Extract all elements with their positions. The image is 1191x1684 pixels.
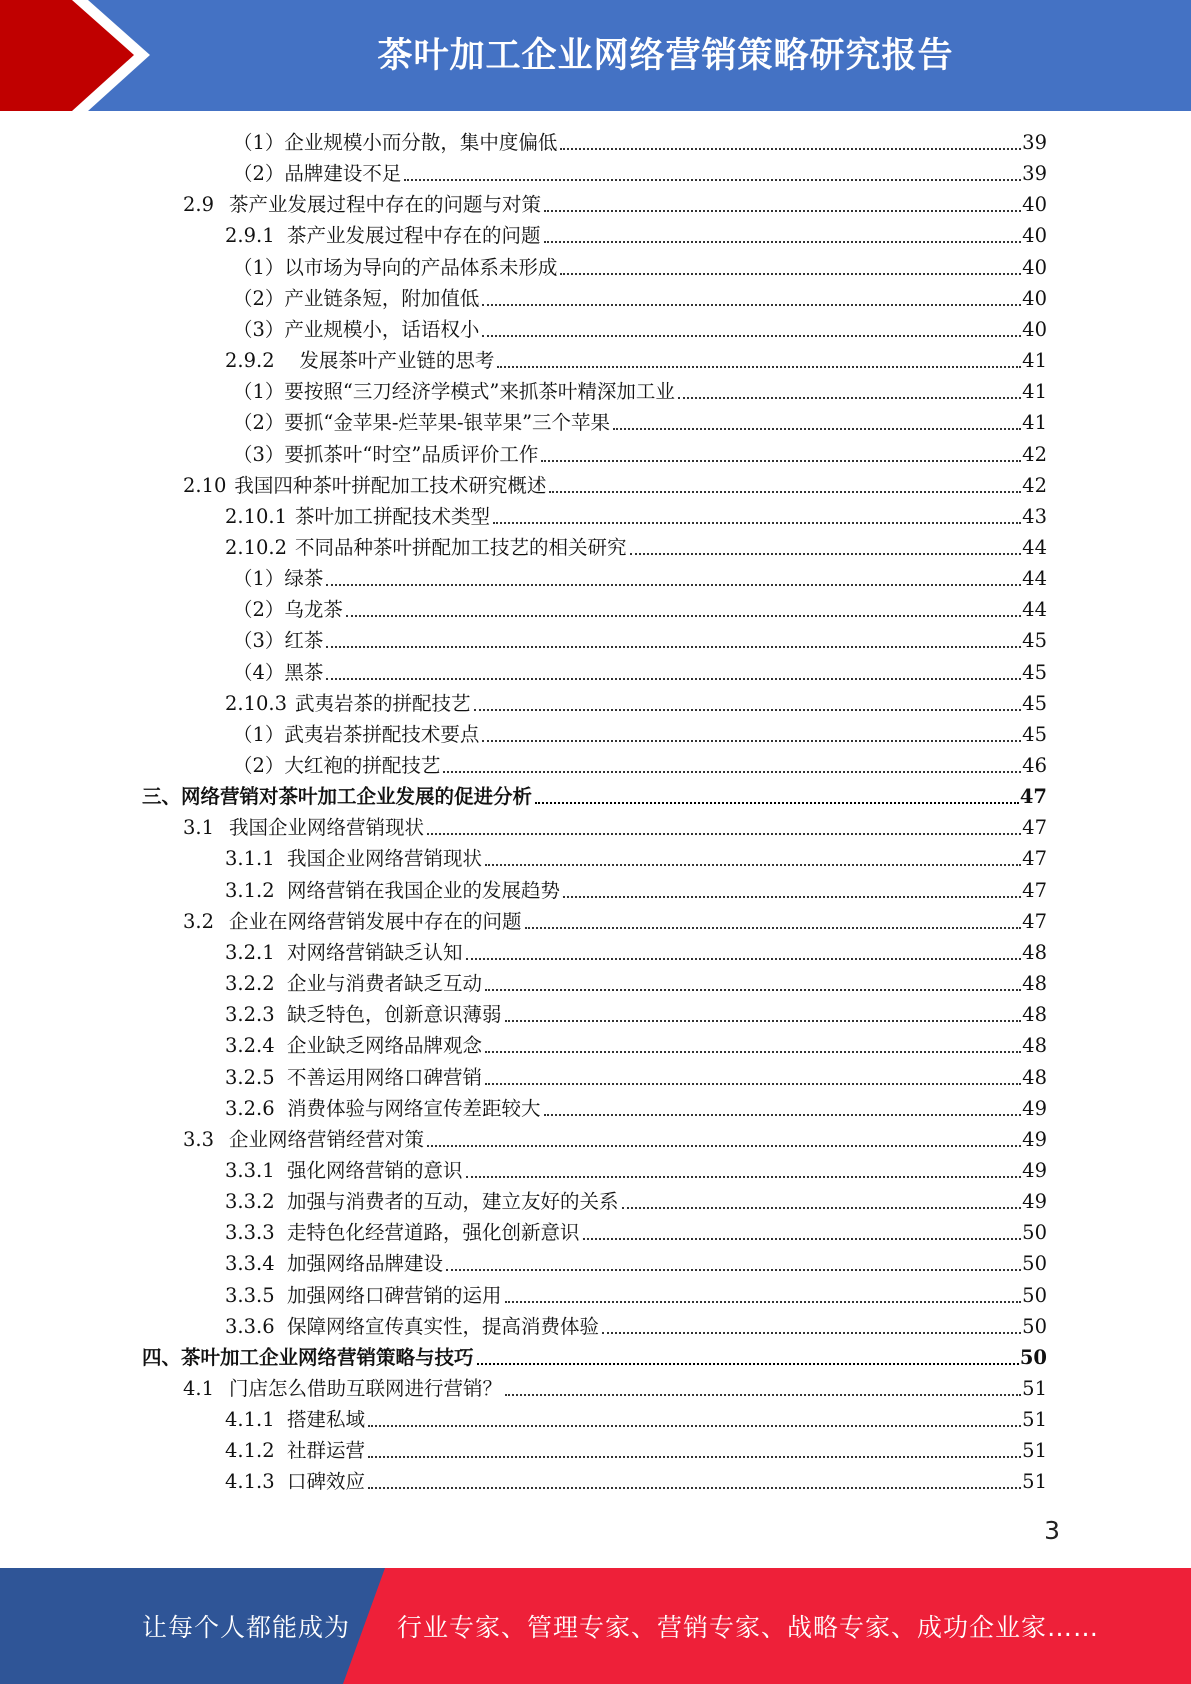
toc-entry-page: 41 — [1022, 349, 1047, 373]
toc-entry[interactable] — [225, 407, 1047, 438]
toc-entry-label: 企业缺乏网络品牌观念 — [287, 1034, 483, 1058]
toc-entry-number: 2.10.3 — [225, 691, 288, 715]
toc-entry-number: （1） — [233, 255, 285, 279]
toc-entry-number: 3.2.3 — [225, 1003, 275, 1027]
toc-entry[interactable] — [225, 376, 1047, 407]
toc-entry-number: （3） — [233, 629, 285, 653]
toc-entry-label: 以市场为导向的产品体系未形成 — [284, 255, 558, 279]
toc-dot-leader — [505, 1301, 1022, 1303]
toc-entry-label: 茶叶加工拼配技术类型 — [295, 504, 491, 528]
toc-entry-label: 产业规模小，话语权小 — [284, 317, 480, 341]
toc-dot-leader — [622, 1207, 1022, 1209]
toc-entry-page: 50 — [1022, 1252, 1047, 1276]
toc-entry-number: （2） — [233, 754, 285, 777]
toc-entry-label: 对网络营销缺乏认知 — [287, 940, 463, 964]
toc-entry-number: 2.9 — [183, 193, 215, 217]
toc-entry-label: 企业规模小而分散，集中度偏低 — [284, 131, 558, 154]
toc-entry[interactable] — [225, 594, 1047, 625]
toc-entry-label: 我国四种茶叶拼配加工技术研究概述 — [234, 473, 547, 497]
toc-entry[interactable] — [183, 1124, 1047, 1155]
toc-entry-label: 门店怎么借助互联网进行营销？ — [229, 1377, 503, 1400]
footer-slogan-left: 让每个人都能成为 — [142, 1613, 351, 1642]
toc-entry-label: 黑茶 — [284, 660, 324, 684]
toc-entry-label: 产业链条短，附加值低 — [284, 286, 480, 310]
toc-dot-leader — [544, 1114, 1022, 1116]
footer-slogan-right: 行业专家、管理专家、营销专家、战略专家、成功企业家…… — [397, 1613, 1100, 1642]
toc-entry-label: 保障网络宣传真实性，提高消费体验 — [287, 1314, 600, 1338]
toc-dot-leader — [368, 1456, 1021, 1458]
toc-entry-page: 45 — [1022, 722, 1047, 746]
toc-dot-leader — [485, 1083, 1021, 1085]
toc-dot-leader — [446, 1269, 1021, 1271]
toc-entry-label: 搭建私域 — [287, 1408, 366, 1432]
toc-entry[interactable] — [225, 1404, 1047, 1435]
toc-entry-label: 乌龙茶 — [284, 598, 343, 622]
toc-entry-page: 44 — [1022, 535, 1047, 559]
toc-entry-page: 41 — [1022, 411, 1047, 435]
toc-dot-leader — [466, 1176, 1022, 1178]
toc-entry-page: 45 — [1022, 691, 1047, 715]
toc-entry-page: 44 — [1022, 598, 1047, 622]
toc-entry-label: 绿茶 — [284, 567, 324, 591]
toc-dot-leader — [482, 304, 1021, 306]
toc-dot-leader — [326, 678, 1021, 680]
toc-entry[interactable] — [225, 345, 1047, 376]
toc-dot-leader — [368, 1487, 1021, 1489]
toc-entry-page: 49 — [1022, 1127, 1047, 1151]
toc-entry-label: 加强网络品牌建设 — [287, 1252, 444, 1276]
toc-entry-number: 2.10.1 — [225, 504, 288, 528]
toc-dot-leader — [485, 864, 1021, 866]
toc-entry[interactable] — [142, 781, 1047, 812]
toc-entry-page: 48 — [1022, 1065, 1047, 1089]
toc-dot-leader — [583, 1238, 1022, 1240]
toc-entry-page: 51 — [1022, 1408, 1047, 1432]
toc-entry-page: 50 — [1022, 1283, 1047, 1307]
toc-entry-page: 41 — [1022, 380, 1047, 404]
toc-entry[interactable] — [225, 1435, 1047, 1466]
toc-entry-label: 三、网络营销对茶叶加工企业发展的促进分析 — [142, 785, 533, 809]
toc-entry-label: 红茶 — [284, 629, 324, 653]
toc-entry-number: 2.10 — [183, 473, 227, 497]
toc-entry[interactable] — [142, 1342, 1047, 1373]
toc-entry[interactable] — [225, 563, 1047, 594]
toc-entry-page: 51 — [1022, 1470, 1047, 1494]
toc-entry-page: 51 — [1022, 1377, 1047, 1400]
toc-entry-page: 40 — [1022, 255, 1047, 279]
page-header — [0, 0, 1191, 111]
page-footer — [0, 1568, 1191, 1684]
toc-entry-label: 不同品种茶叶拼配加工技艺的相关研究 — [295, 535, 627, 559]
toc-entry[interactable] — [183, 1373, 1047, 1404]
toc-entry-page: 51 — [1022, 1439, 1047, 1463]
toc-entry[interactable] — [225, 750, 1047, 781]
toc-entry[interactable] — [225, 283, 1047, 314]
toc-entry-number: 3.3.2 — [225, 1190, 275, 1214]
toc-entry-number: （3） — [233, 442, 285, 466]
toc-dot-leader — [497, 366, 1021, 368]
toc-entry-label: 大红袍的拼配技艺 — [284, 754, 441, 777]
toc-entry-number: （2） — [233, 598, 285, 622]
toc-dot-leader — [613, 428, 1021, 430]
toc-entry-label: 我国企业网络营销现状 — [287, 847, 483, 871]
toc-entry-page: 47 — [1022, 847, 1047, 871]
toc-entry[interactable] — [225, 1248, 1047, 1279]
toc-entry[interactable] — [225, 999, 1047, 1030]
toc-dot-leader — [427, 833, 1021, 835]
toc-entry-label: 加强网络口碑营销的运用 — [287, 1283, 502, 1307]
toc-entry[interactable] — [225, 719, 1047, 750]
toc-entry-page: 40 — [1022, 193, 1047, 217]
toc-dot-leader — [535, 802, 1019, 804]
toc-dot-leader — [326, 584, 1021, 586]
toc-entry-page: 39 — [1022, 162, 1047, 186]
toc-dot-leader — [482, 335, 1021, 337]
toc-entry[interactable] — [225, 1062, 1047, 1093]
toc-entry-number: 3.3.5 — [225, 1283, 275, 1307]
toc-entry[interactable] — [225, 1186, 1047, 1217]
toc-entry-number: 3.3 — [183, 1127, 215, 1151]
toc-entry-label: 发展茶叶产业链的思考 — [287, 349, 495, 373]
toc-entry-label: 消费体验与网络宣传差距较大 — [287, 1096, 541, 1120]
toc-dot-leader — [525, 927, 1022, 929]
toc-entry[interactable] — [183, 812, 1047, 843]
toc-entry-page: 42 — [1022, 473, 1047, 497]
toc-entry-label: 口碑效应 — [287, 1470, 366, 1494]
toc-entry-number: （3） — [233, 317, 285, 341]
toc-entry-number: 3.2.5 — [225, 1065, 275, 1089]
toc-dot-leader — [505, 1394, 1021, 1396]
toc-entry[interactable] — [225, 1466, 1047, 1497]
toc-entry-number: 3.3.3 — [225, 1221, 275, 1245]
toc-entry[interactable] — [225, 1155, 1047, 1186]
toc-entry-number: （2） — [233, 162, 285, 186]
toc-entry-number: 3.2.4 — [225, 1034, 275, 1058]
toc-entry-number: （2） — [233, 411, 285, 435]
toc-entry[interactable] — [225, 1280, 1047, 1311]
toc-entry[interactable] — [225, 657, 1047, 688]
toc-entry-page: 44 — [1022, 567, 1047, 591]
toc-dot-leader — [493, 522, 1021, 524]
toc-entry-page: 48 — [1022, 1034, 1047, 1058]
toc-entry-label: 网络营销在我国企业的发展趋势 — [287, 878, 561, 902]
toc-dot-leader — [602, 1332, 1021, 1334]
toc-entry[interactable] — [225, 843, 1047, 874]
toc-entry-label: 品牌建设不足 — [284, 162, 402, 186]
toc-dot-leader — [485, 1051, 1021, 1053]
toc-dot-leader — [404, 179, 1021, 181]
toc-entry[interactable] — [225, 501, 1047, 532]
toc-entry-label: 要抓茶叶“时空”品质评价工作 — [284, 442, 539, 466]
toc-dot-leader — [443, 771, 1021, 773]
toc-entry-label: 企业网络营销经营对策 — [229, 1127, 425, 1151]
toc-entry-label: 强化网络营销的意识 — [287, 1158, 463, 1182]
toc-entry[interactable] — [183, 906, 1047, 937]
toc-dot-leader — [346, 615, 1021, 617]
toc-entry-label: 要抓“金苹果-烂苹果-银苹果”三个苹果 — [284, 411, 611, 435]
toc-entry[interactable] — [225, 158, 1047, 189]
toc-dot-leader — [560, 273, 1021, 275]
toc-entry[interactable] — [225, 688, 1047, 719]
toc-entry-number: 2.9.2 — [225, 349, 275, 373]
toc-entry[interactable] — [183, 470, 1047, 501]
toc-entry-page: 43 — [1022, 504, 1047, 528]
toc-entry-number: 4.1.1 — [225, 1408, 275, 1432]
toc-entry-label: 要按照“三刀经济学模式”来抓茶叶精深加工业 — [284, 380, 675, 404]
toc-entry[interactable] — [225, 127, 1047, 158]
toc-dot-leader — [563, 896, 1021, 898]
toc-entry-page: 40 — [1022, 317, 1047, 341]
toc-dot-leader — [678, 397, 1021, 399]
toc-dot-leader — [474, 709, 1022, 711]
toc-entry[interactable] — [225, 968, 1047, 999]
document-title: 茶叶加工企业网络营销策略研究报告 — [377, 35, 954, 76]
toc-entry-label: 茶产业发展过程中存在的问题 — [287, 224, 541, 248]
toc-entry-page: 46 — [1022, 754, 1047, 777]
toc-entry-number: 4.1.2 — [225, 1439, 275, 1463]
toc-entry-label: 不善运用网络口碑营销 — [287, 1065, 483, 1089]
toc-entry-label: 缺乏特色，创新意识薄弱 — [287, 1003, 502, 1027]
toc-dot-leader — [427, 1145, 1021, 1147]
toc-entry-label: 加强与消费者的互动，建立友好的关系 — [287, 1190, 619, 1214]
toc-entry-page: 40 — [1022, 224, 1047, 248]
toc-entry-page: 50 — [1022, 1314, 1047, 1338]
toc-dot-leader — [549, 491, 1021, 493]
toc-entry-label: 企业与消费者缺乏互动 — [287, 972, 483, 996]
toc-entry-number: 3.2.1 — [225, 940, 275, 964]
toc-entry-label: 社群运营 — [287, 1439, 366, 1463]
toc-entry-number: 4.1 — [183, 1377, 215, 1400]
toc-entry-page: 49 — [1022, 1190, 1047, 1214]
toc-entry-page: 47 — [1022, 816, 1047, 840]
toc-entry-page: 47 — [1022, 909, 1047, 933]
toc-entry[interactable] — [225, 314, 1047, 345]
toc-dot-leader — [477, 1363, 1019, 1365]
toc-entry-page: 45 — [1022, 629, 1047, 653]
toc-entry[interactable] — [225, 937, 1047, 968]
toc-entry-number: （1） — [233, 131, 285, 154]
toc-entry-number: 4.1.3 — [225, 1470, 275, 1494]
toc-entry[interactable] — [225, 220, 1047, 251]
toc-entry-page: 50 — [1019, 1345, 1047, 1369]
toc-entry-number: 3.2.2 — [225, 972, 275, 996]
page-number: 3 — [1044, 1516, 1060, 1545]
toc-entry-number: 3.3.4 — [225, 1252, 275, 1276]
toc-entry-page: 40 — [1022, 286, 1047, 310]
toc-entry-page: 42 — [1022, 442, 1047, 466]
toc-entry-page: 39 — [1022, 131, 1047, 154]
header-arrow-decoration — [0, 0, 160, 111]
toc-entry-number: 3.2 — [183, 909, 215, 933]
toc-entry-label: 四、茶叶加工企业网络营销策略与技巧 — [142, 1345, 474, 1369]
toc-dot-leader — [630, 553, 1022, 555]
toc-dot-leader — [466, 958, 1022, 960]
toc-entry[interactable] — [183, 189, 1047, 220]
toc-entry-number: 3.2.6 — [225, 1096, 275, 1120]
toc-entry-label: 武夷岩茶的拼配技艺 — [295, 691, 471, 715]
toc-entry-number: 3.1.1 — [225, 847, 275, 871]
toc-entry-number: （4） — [233, 660, 285, 684]
toc-entry-number: （1） — [233, 380, 285, 404]
toc-entry-number: （1） — [233, 567, 285, 591]
toc-entry-label: 茶产业发展过程中存在的问题与对策 — [229, 193, 542, 217]
toc-entry-page: 47 — [1019, 785, 1047, 809]
toc-dot-leader — [544, 241, 1022, 243]
toc-entry-number: 2.10.2 — [225, 535, 288, 559]
toc-entry-page: 49 — [1022, 1158, 1047, 1182]
toc-entry[interactable] — [225, 1030, 1047, 1061]
toc-entry-page: 50 — [1022, 1221, 1047, 1245]
toc-entry-number: （1） — [233, 722, 285, 746]
toc-entry[interactable] — [225, 1093, 1047, 1124]
toc-entry-number: 3.3.1 — [225, 1158, 275, 1182]
toc-dot-leader — [485, 989, 1021, 991]
toc-dot-leader — [505, 1020, 1022, 1022]
toc-entry-label: 企业在网络营销发展中存在的问题 — [229, 909, 522, 933]
toc-entry-number: 3.1 — [183, 816, 215, 840]
toc-entry[interactable] — [225, 875, 1047, 906]
toc-entry-number: 2.9.1 — [225, 224, 275, 248]
toc-entry-label: 武夷岩茶拼配技术要点 — [284, 722, 480, 746]
toc-entry[interactable] — [225, 625, 1047, 656]
toc-dot-leader — [544, 210, 1021, 212]
toc-entry-label: 我国企业网络营销现状 — [229, 816, 425, 840]
toc-entry-page: 49 — [1022, 1096, 1047, 1120]
toc-dot-leader — [326, 646, 1021, 648]
toc-entry-page: 48 — [1022, 940, 1047, 964]
toc-entry-number: （2） — [233, 286, 285, 310]
toc-entry-page: 48 — [1022, 972, 1047, 996]
toc-entry[interactable] — [225, 1217, 1047, 1248]
toc-entry[interactable] — [225, 1311, 1047, 1342]
toc-entry[interactable] — [225, 252, 1047, 283]
toc-entry-number: 3.3.6 — [225, 1314, 275, 1338]
toc-entry[interactable] — [225, 532, 1047, 563]
toc-dot-leader — [541, 460, 1021, 462]
toc-entry[interactable] — [225, 439, 1047, 470]
toc-dot-leader — [560, 148, 1021, 150]
toc-entry-page: 48 — [1022, 1003, 1047, 1027]
toc-entry-page: 47 — [1022, 878, 1047, 902]
toc-dot-leader — [368, 1425, 1021, 1427]
toc-entry-page: 45 — [1022, 660, 1047, 684]
toc-entry-label: 走特色化经营道路，强化创新意识 — [287, 1221, 580, 1245]
toc-dot-leader — [482, 740, 1021, 742]
toc-entry-number: 3.1.2 — [225, 878, 275, 902]
